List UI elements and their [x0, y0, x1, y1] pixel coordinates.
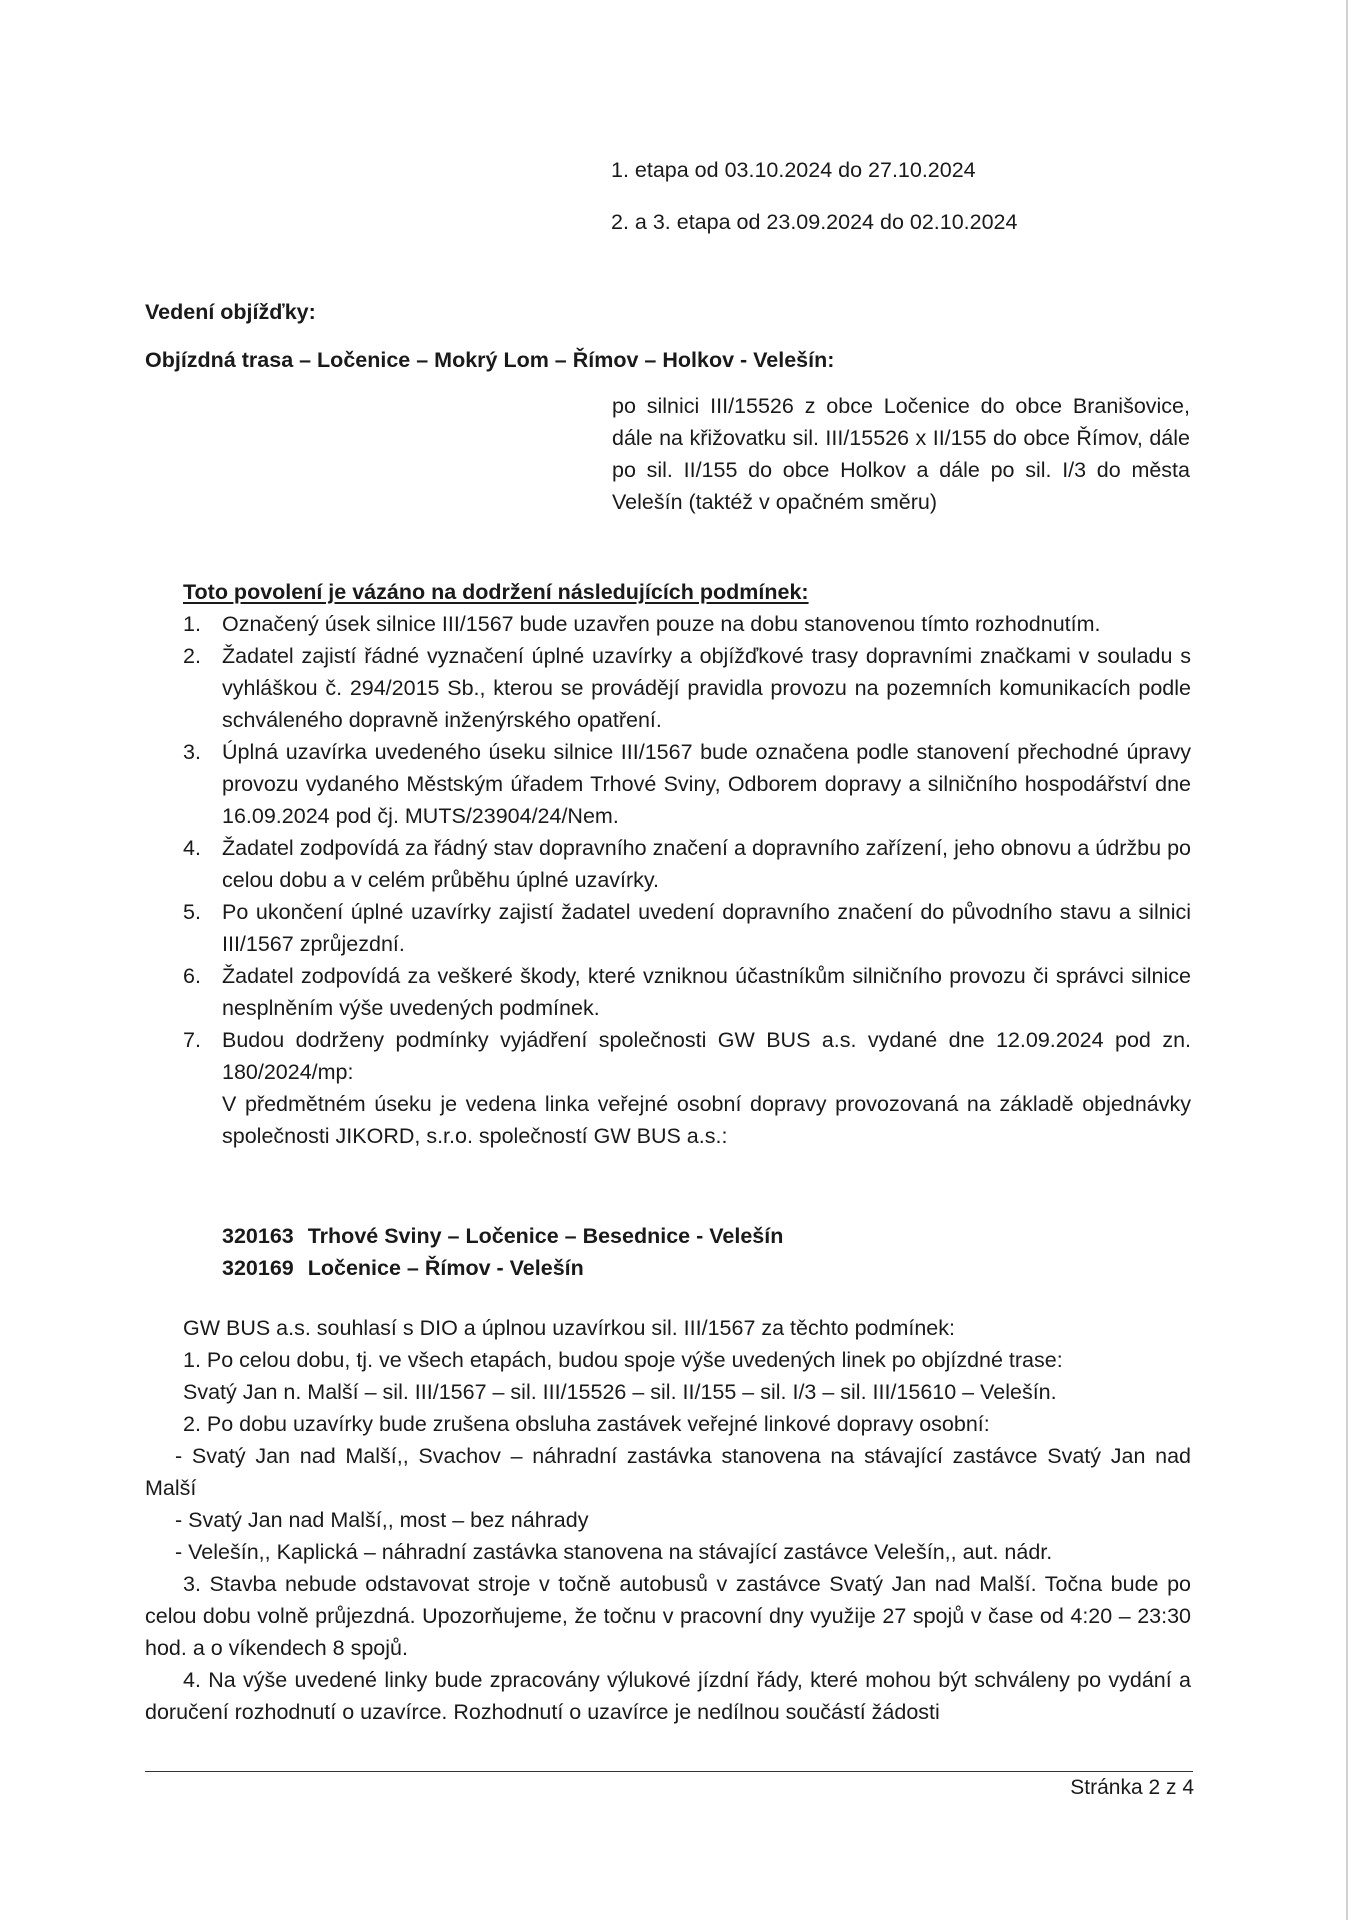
bus-line-code: 320163 — [222, 1224, 294, 1248]
detour-route-title: Objízdná trasa – Ločenice – Mokrý Lom – Římov – Holkov - Velešín: — [145, 348, 835, 372]
condition-item: 4. Žadatel zodpovídá za řádný stav dopravního značení a dopravního zařízení, jeho obnovu a údržbu po celou dobu a v celém průběhu úplné uzavírky. — [183, 836, 1191, 892]
condition-item: 6. Žadatel zodpovídá za veškeré škody, které vzniknou účastníkům silničního provozu či správci silnice nesplněním výše uvedených podmínek. — [183, 964, 1191, 1020]
condition-item: 7. Budou dodrženy podmínky vyjádření společnosti GW BUS a.s. vydané dne 12.09.2024 pod zn. 180/2024/mp: V předmětném úseku je vedena linka veřejné osobní dopravy provozovaná na základě objednávky společnosti JIKORD, s.r.o. společností GW BUS a.s.: — [183, 1024, 1191, 1152]
etapa-1-line: 1. etapa od 03.10.2024 do 27.10.2024 — [611, 158, 976, 182]
gwbus-condition-3: 3. Stavba nebude odstavovat stroje v točně autobusů v zastávce Svatý Jan nad Malší. Točna bude po celou dobu volně průjezdná. Upozorňujeme, že točnu v pracovní dny využije 27 spojů v čase od 4:20 – 23:30 hod. a o víkendech 8 spojů. — [145, 1572, 1191, 1660]
stop-item: - Svatý Jan nad Malší,, most – bez náhrady — [175, 1508, 589, 1532]
page-number: Stránka 2 z 4 — [1070, 1776, 1194, 1799]
etapa-2-3-line: 2. a 3. etapa od 23.09.2024 do 02.10.2024 — [611, 210, 1018, 234]
detour-route-description: po silnici III/15526 z obce Ločenice do obce Branišovice, dále na křižovatku sil. III/15526 x II/155 do obce Římov, dále po sil. II/155 do obce Holkov a dále po sil. I/3 do města Velešín (taktéž v opačném směru) — [612, 394, 1190, 514]
footer-rule — [145, 1771, 1193, 1772]
gwbus-conditions-3-4 — [145, 1568, 1191, 1728]
gwbus-intro: GW BUS a.s. souhlasí s DIO a úplnou uzavírkou sil. III/1567 za těchto podmínek: — [183, 1316, 955, 1340]
gwbus-condition-1: 1. Po celou dobu, tj. ve všech etapách, budou spoje výše uvedených linek po objízdné trase: — [183, 1348, 1063, 1372]
gwbus-condition-4: 4. Na výše uvedené linky bude zpracovány výlukové jízdní řády, které mohou být schváleny po vydání a doručení rozhodnutí o uzavírce. Rozhodnutí o uzavírce je nedílnou součástí žádosti — [145, 1668, 1191, 1724]
bus-line — [222, 1252, 783, 1284]
condition-item: 5. Po ukončení úplné uzavírky zajistí žadatel uvedení dopravního značení do původního stavu a silnici III/1567 zprůjezdní. — [183, 900, 1191, 956]
gwbus-conditions — [183, 1312, 1191, 1440]
condition-7-note: V předmětném úseku je vedena linka veřejné osobní dopravy provozovaná na základě objednávky společnosti JIKORD, s.r.o. společností GW BUS a.s.: — [222, 1092, 1191, 1148]
bus-line-route: Ločenice – Římov - Velešín — [307, 1256, 584, 1280]
gwbus-condition-1-route: Svatý Jan n. Malší – sil. III/1567 – sil. III/15526 – sil. II/155 – sil. I/3 – sil. III/15610 – Velešín. — [183, 1380, 1057, 1404]
stop-item: - Velešín,, Kaplická – náhradní zastávka stanovena na stávající zastávce Velešín,, aut. nádr. — [175, 1540, 1053, 1564]
bus-line-route: Trhové Sviny – Ločenice – Besednice - Velešín — [307, 1224, 784, 1248]
detour-heading: Vedení objížďky: — [145, 300, 316, 324]
gwbus-stops — [145, 1440, 1191, 1568]
stop-item: - Svatý Jan nad Malší,, Svachov – náhradní zastávka stanovena na stávající zastávce Svatý Jan nad Malší — [145, 1444, 1191, 1500]
condition-item: 1. Označený úsek silnice III/1567 bude uzavřen pouze na dobu stanovenou tímto rozhodnutím. — [183, 612, 1101, 636]
bus-line — [222, 1220, 783, 1252]
condition-item: 3. Úplná uzavírka uvedeného úseku silnice III/1567 bude označena podle stanovení přechodné úpravy provozu vydaného Městským úřadem Trhové Sviny, Odborem dopravy a silničního hospodářství dne 16.09.2024 pod čj. MUTS/23904/24/Nem. — [183, 740, 1191, 828]
conditions-list — [183, 608, 1191, 1152]
conditions-heading: Toto povolení je vázáno na dodržení následujících podmínek: — [183, 580, 809, 604]
bus-line-code: 320169 — [222, 1256, 294, 1280]
gwbus-condition-2: 2. Po dobu uzavírky bude zrušena obsluha zastávek veřejné linkové dopravy osobní: — [183, 1412, 990, 1436]
bus-lines — [222, 1220, 783, 1284]
condition-item: 2. Žadatel zajistí řádné vyznačení úplné uzavírky a objížďkové trasy dopravními značkami v souladu s vyhláškou č. 294/2015 Sb., kterou se provádějí pravidla provozu na pozemních komunikacích podle schváleného dopravně inženýrského opatření. — [183, 644, 1191, 732]
